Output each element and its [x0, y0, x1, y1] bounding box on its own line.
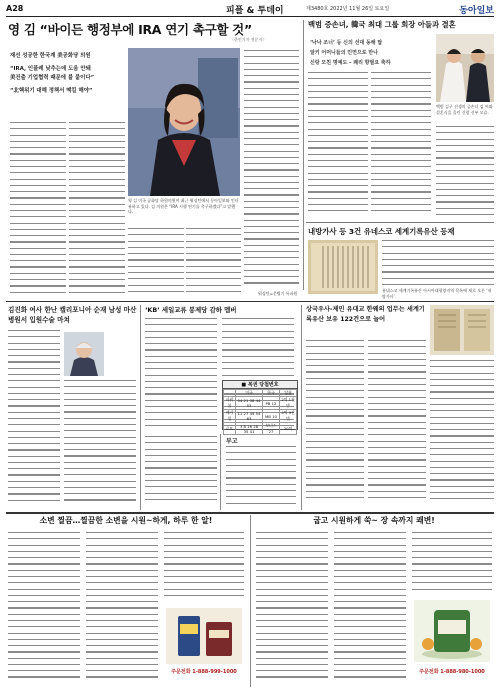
ad-left-body-col1	[8, 532, 80, 682]
story2-deck-line: ‘낙낙 조너’ 등 신의 선대 동해 탑	[310, 40, 383, 46]
lead-deck-line: 美진출 기업협력 때문에 불 붙이다”	[10, 75, 95, 81]
ad-left-headline: 소변 찔끔…찔끔한 소변을 시원~하게, 하루 한 알!	[39, 516, 213, 525]
story6-body-col1	[306, 340, 364, 508]
lottery-box	[222, 380, 298, 434]
story5-headline: ‘KB’ 세일교류 봉제당 감하 멤버	[145, 306, 237, 314]
page-number: A28	[6, 4, 24, 13]
table-row	[224, 397, 297, 410]
newspaper-logo: 동아일보	[459, 6, 494, 16]
section-rule	[6, 512, 494, 514]
table-cell: 로또	[224, 423, 236, 435]
ad-right-product-image	[414, 600, 490, 662]
story3-headline: 내방가사 등 3건 유네스코 세계기록유산 등재	[308, 227, 455, 236]
story2-deck	[310, 38, 430, 68]
ad-left-body-col3	[164, 532, 244, 602]
table-cell: 04 21 38 44 53	[237, 398, 261, 408]
section-rule	[306, 222, 494, 223]
ad-left-body-col2	[86, 532, 158, 682]
ad-left-phone: 주문전화 1-888-999-1000	[171, 669, 237, 675]
lead-body-col3	[128, 228, 184, 298]
ad-right-headline: 굽고 시원하게 쑥~ 장 속까지 쾌변!	[313, 516, 435, 525]
table-header-cell: 미국	[236, 390, 263, 397]
table-cell: 4억 9천만	[281, 410, 295, 421]
lead-deck-line: “IRA, 인플레 낮추는데 도움 안돼	[10, 66, 91, 72]
story2-deck-line: 알키 어머니들의 인연으로 만나	[310, 50, 379, 56]
lead-headline: 영 김 “바이든 행정부에 IRA 연기 촉구할 것”	[8, 22, 252, 37]
story2-deck-line: 신랑 모친 명예도 – 쾌리 향필요 축하	[310, 60, 391, 66]
table-cell: 3 8 16 28 35 41	[236, 423, 263, 435]
ad-right	[254, 530, 494, 686]
story2-body-col3	[436, 126, 494, 220]
lead-credit: 〈한인기자 전문자〉	[230, 37, 267, 42]
ad-right-body-col3	[412, 532, 492, 596]
story5-body-col1	[145, 318, 217, 430]
ad-left	[6, 530, 246, 686]
lead-byline: 워싱턴=문병기 특파원	[258, 291, 298, 296]
table-cell: 2억 1천만	[281, 397, 295, 408]
table-row	[224, 410, 297, 423]
ad-left-product-image	[166, 608, 242, 664]
page-header	[6, 3, 494, 17]
story3-photo	[308, 240, 378, 294]
lead-body-col4	[186, 228, 241, 298]
lottery-table	[223, 389, 297, 435]
table-header-cell	[224, 390, 236, 397]
story3-caption: 유네스코 세계기록유산 아시아태평양지역 목록에 새로 오른 ‘내방가사’.	[382, 288, 492, 299]
ad-right-body-col1	[256, 532, 328, 682]
column-divider	[303, 20, 304, 290]
ad-right-body-col2	[334, 532, 406, 682]
lottery-title: ■ 복권 당첨번호	[223, 381, 297, 389]
lead-body-col5	[244, 50, 299, 290]
story6-body-col2	[368, 340, 426, 508]
lead-body-col2	[69, 122, 125, 298]
story4-body-col1	[8, 330, 60, 508]
table-cell: 파워볼	[224, 397, 236, 410]
story4-headline: 김진화 여사 한난 캘리포니아 순재 남성 마산병원서 입원수술 마쳐	[8, 306, 137, 324]
section-name: 피플 & 투데이	[226, 6, 284, 16]
lead-photo	[128, 48, 240, 196]
column-divider	[301, 305, 302, 510]
table-header-cell: 당첨	[280, 390, 297, 397]
lead-photo-caption: 영 김 미국 공화당 하원의원이 최근 워싱턴에서 동아일보와 인터뷰하고 있다. 김 의원은 “IRA 시행 연기를 촉구하겠다”고 말했다.	[128, 198, 239, 215]
story5-body-col3	[145, 436, 217, 508]
story6-photo	[430, 305, 494, 355]
table-cell: 메가밀	[224, 410, 236, 423]
lead-body-col1	[10, 122, 66, 298]
issue-info: 제3480호 2022년 11월 26일 토요일	[306, 6, 390, 12]
ad-right-phone: 주문전화 1-888-980-1000	[419, 669, 485, 675]
story3-body	[382, 240, 494, 288]
column-divider	[140, 305, 141, 510]
table-header-row	[224, 390, 297, 397]
table-row	[224, 423, 297, 435]
table-cell: MB 10	[262, 410, 279, 423]
table-cell: PB 12	[262, 397, 279, 410]
story6-headline: 상국우사-제민 유대교 한웨의 업무는 세계기록유산 보유 122건으로 늘어	[306, 306, 425, 323]
column-divider	[220, 434, 221, 510]
story4-photo	[64, 332, 104, 376]
story6-body-col3	[430, 360, 494, 508]
lead-deck	[10, 52, 100, 96]
table-cell: 11 27 49 54 63	[237, 411, 261, 421]
lead-deck-line: “北핵위기 대해 정책서 맥킬 해야”	[10, 88, 93, 94]
story2-caption: 백범 김구 선생의 증손녀 김 씨와 결혼식을 올린 신랑 신부 모습.	[436, 104, 493, 115]
story2-headline: 백범 증손녀, 韓국 최대 그룹 회장 아들과 결혼	[308, 20, 456, 29]
story4-body-col2	[64, 380, 136, 508]
lead-deck-line: 재선 성공한 한국계 美공화당 의원	[10, 53, 91, 59]
column-divider	[250, 515, 251, 687]
obituary-body	[226, 446, 296, 508]
story2-body-col2	[371, 72, 431, 220]
section-rule	[6, 301, 494, 302]
table-header-cell: 한국	[262, 390, 279, 397]
obituary-title: 부고	[226, 438, 238, 445]
story2-body-col1	[308, 72, 368, 220]
table-cell: 20억	[280, 423, 297, 435]
story2-photo	[436, 34, 494, 102]
table-cell: 보너스 27	[262, 423, 279, 435]
